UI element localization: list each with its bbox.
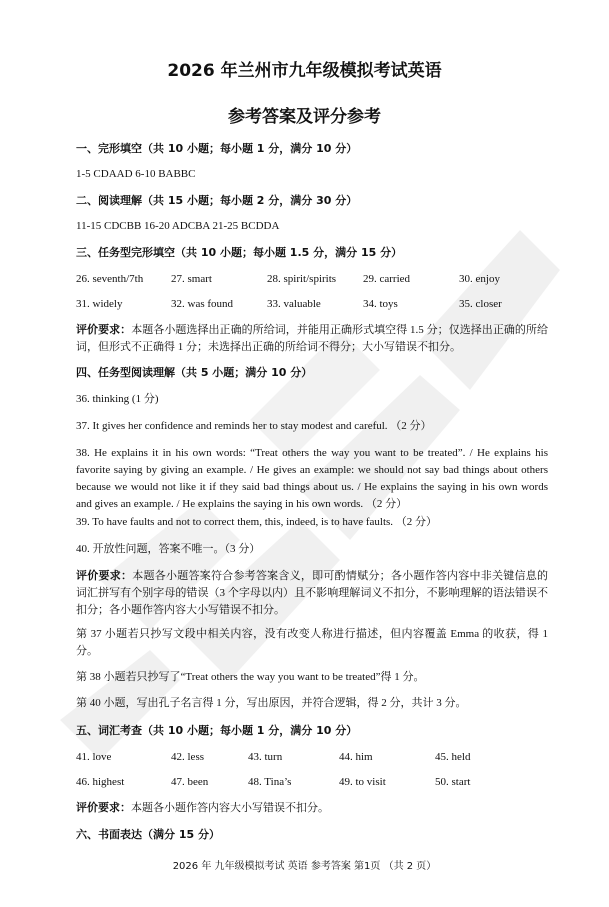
- section-3-answer-row: [76, 296, 556, 313]
- answer-38: 38. He explains it in his own words: “Treat others the way you want to be treated”. / He explains his favorite saying by giving an example. / He gives an example: we should not say bad things about others because we would not like it if they said bad things about us. / He explains the saying in his own words and gives an example. / He explains the saying in his own words. （2 分）: [76, 447, 548, 510]
- section-5-answer-row: [76, 774, 556, 791]
- page-subtitle: 参考答案及评分参考: [228, 107, 381, 127]
- section-3-heading: 三、任务型完形填空（共 10 小题；每小题 1.5 分，满分 15 分）: [76, 246, 403, 259]
- note-question-37: 第 37 小题若只抄写文段中相关内容，没有改变人称进行描述，但内容覆盖 Emma 的收获，得 1 分。: [76, 628, 548, 657]
- section-5-evaluation: [76, 799, 329, 817]
- evaluation-label: 评价要求：: [76, 801, 131, 814]
- evaluation-label: 评价要求：: [76, 569, 133, 582]
- section-1-answers: 1-5 CDAAD 6-10 BABBC: [76, 168, 196, 180]
- answer-item: 31. widely: [76, 298, 123, 310]
- section-3-evaluation: [76, 321, 548, 356]
- answer-36: 36. thinking (1 分): [76, 393, 159, 405]
- answer-item: 49. to visit: [339, 776, 386, 788]
- answer-item: 32. was found: [171, 298, 234, 310]
- note-question-38: 第 38 小题若只抄写了“Treat others the way you want to be treated”得 1 分。: [76, 671, 425, 683]
- section-4-evaluation: [76, 567, 548, 619]
- page-title: 2026 年兰州市九年级模拟考试英语: [167, 61, 442, 81]
- answer-item: 45. held: [435, 751, 471, 763]
- section-5-answer-row: [76, 749, 556, 766]
- page-footer: 2026 年 九年级模拟考试 英语 参考答案 第1页 （共 2 页）: [172, 861, 437, 872]
- section-4-heading: 四、任务型阅读理解（共 5 小题；满分 10 分）: [76, 366, 313, 379]
- note-question-40: 第 40 小题，写出孔子名言得 1 分，写出原因，并符合逻辑，得 2 分，共计 3 分。: [76, 697, 467, 709]
- section-6-heading: 六、书面表达（满分 15 分）: [76, 828, 220, 841]
- answer-item: 30. enjoy: [459, 273, 500, 285]
- section-3-answer-row: [76, 271, 556, 288]
- answer-item: 26. seventh/7th: [76, 273, 144, 285]
- evaluation-text: 本题各小题选择出正确的所给词，并能用正确形式填空得 1.5 分；仅选择出正确的所给词，但形式不正确得 1 分；未选择出正确的所给词不得分；大小写错误不扣分。: [76, 324, 549, 353]
- answer-item: 47. been: [171, 776, 209, 788]
- section-2-heading: 二、阅读理解（共 15 小题；每小题 2 分，满分 30 分）: [76, 194, 358, 207]
- evaluation-text: 本题各小题作答内容大小写错误不扣分。: [131, 802, 329, 814]
- answer-item: 34. toys: [363, 298, 398, 310]
- evaluation-text: 本题各小题答案符合参考答案含义，即可酌情赋分；各小题作答内容中非关键信息的词汇拼写有个别字母的错误（3 个字母以内）且不影响理解词义不扣分，不影响理解的语法错误不扣分；各小题作答内容大小写错误不扣分。: [76, 570, 549, 616]
- answer-item: 43. turn: [248, 751, 283, 763]
- section-5-heading: 五、词汇考查（共 10 小题；每小题 1 分，满分 10 分）: [76, 724, 358, 737]
- section-1-heading: 一、完形填空（共 10 小题；每小题 1 分，满分 10 分）: [76, 142, 358, 155]
- answer-item: 44. him: [339, 751, 373, 763]
- answer-item: 50. start: [435, 776, 471, 788]
- answer-item: 27. smart: [171, 273, 212, 285]
- answer-item: 48. Tina’s: [248, 776, 292, 788]
- answer-item: 41. love: [76, 751, 112, 763]
- answer-item: 42. less: [171, 751, 204, 763]
- answer-item: 28. spirit/spirits: [267, 273, 337, 285]
- answer-item: 46. highest: [76, 776, 125, 788]
- answer-39: 39. To have faults and not to correct them, this, indeed, is to have faults. （2 分）: [76, 516, 438, 528]
- section-2-answers: 11-15 CDCBB 16-20 ADCBA 21-25 BCDDA: [76, 220, 280, 232]
- answer-item: 33. valuable: [267, 298, 321, 310]
- evaluation-label: 评价要求：: [76, 323, 132, 336]
- answer-item: 29. carried: [363, 273, 411, 285]
- answer-40: 40. 开放性问题，答案不唯一。（3 分）: [76, 543, 261, 555]
- answer-item: 35. closer: [459, 298, 502, 310]
- answer-37: 37. It gives her confidence and reminds her to stay modest and careful. （2 分）: [76, 420, 432, 432]
